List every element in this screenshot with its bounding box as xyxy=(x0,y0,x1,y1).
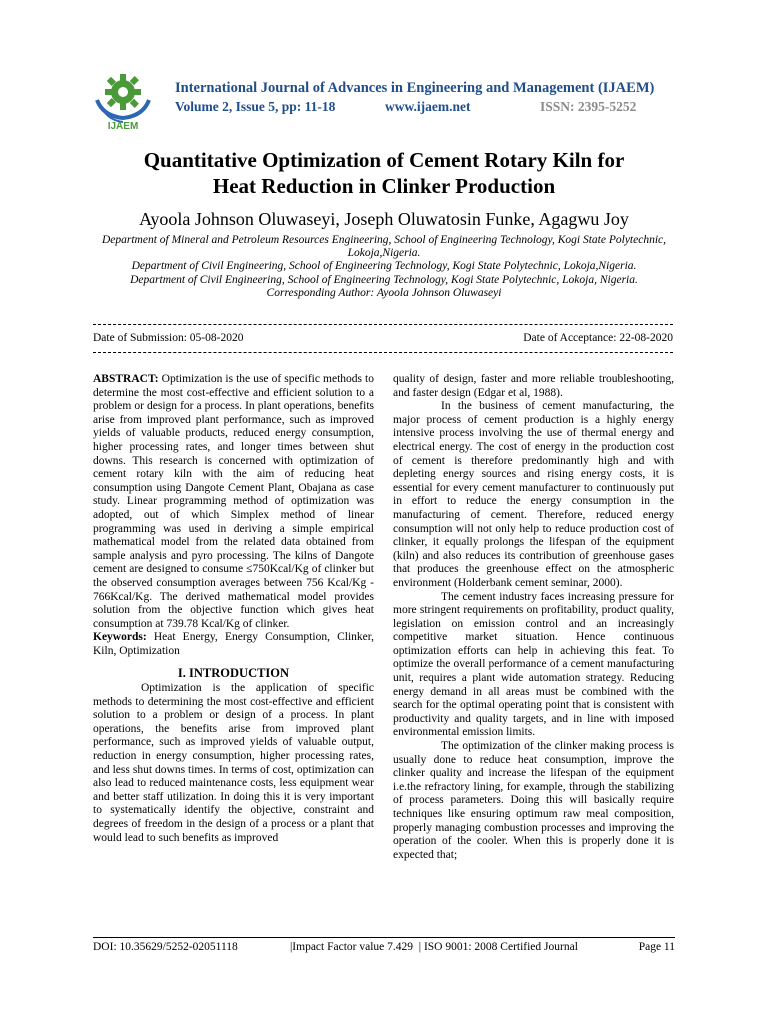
right-paragraph-4: The optimization of the clinker making process is usually done to reduce heat consumption, improve the clinker quality and increase the lifespan of the equipment i.e.the refractory lining, for example, through the stabilizing of process parameters. Doing this will basically require techniques like ensuring optimum raw meal composition, properly managing combustion processes and improving the operation of the cooler. When this is properly done it is expected that; xyxy=(393,740,674,861)
iso-certification: | ISO 9001: 2008 Certified Journal xyxy=(418,941,578,953)
corresponding-author: Corresponding Author: Ayoola Johnson Oluwaseyi xyxy=(266,286,502,299)
impact-factor: |Impact Factor value 7.429 xyxy=(290,941,414,953)
keywords-paragraph xyxy=(93,631,374,658)
journal-name: International Journal of Advances in Engineering and Management (IJAEM) xyxy=(175,80,655,96)
right-paragraph-1: quality of design, faster and more reliable troubleshooting, and faster design (Edgar et al, 1988). xyxy=(393,373,674,399)
keywords-label: Keywords: xyxy=(93,631,147,644)
left-column xyxy=(93,373,374,845)
affiliation-2: Department of Civil Engineering, School of Engineering Technology, Kogi State Polytechnic, Lokoja,Nigeria. xyxy=(131,260,637,273)
doi-link[interactable]: DOI: 10.35629/5252-02051118 xyxy=(93,941,238,953)
date-of-acceptance: Date of Acceptance: 22-08-2020 xyxy=(523,332,673,344)
paper-title xyxy=(60,147,708,199)
logo-text: IJAEM xyxy=(107,121,139,130)
abstract-label: ABSTRACT: xyxy=(93,373,159,385)
title-line-1: Quantitative Optimization of Cement Rotary Kiln for xyxy=(143,148,625,172)
date-of-submission: Date of Submission: 05-08-2020 xyxy=(93,332,244,344)
dashed-divider-bottom xyxy=(93,352,673,353)
section-heading-introduction: I. INTRODUCTION xyxy=(177,666,290,681)
page-number: Page 11 xyxy=(638,941,675,953)
issn-label: ISSN: 2395-5252 xyxy=(540,99,637,114)
footer-impact-iso xyxy=(290,941,578,953)
footer-divider xyxy=(93,937,675,938)
journal-website-link[interactable]: www.ijaem.net xyxy=(385,99,471,114)
abstract-paragraph xyxy=(93,373,374,631)
abstract-text: Optimization is the use of specific methods to determine the most cost-effective and efficient solution to a problem or design for a process. In plant operations, benefits arise from improved plant performance, such as improved yields of valuable products, reduced energy consumption, higher processing rates, and longer times between shut downs. This research is concerned with optimization of cement rotary kiln with the aim of reducing heat consumption using Dangote Cement Plant, Obajana as case study. Linear programming method of optimization was adopted, out of which Simplex method of linear programming was used in deriving a simple empirical mathematical model from the related data obtained from sample analysis and pyro processing. The kilns of Dangote cement are designed to consume ≤750Kcal/Kg of clinker but the observed consumption averages between 756 Kcal/Kg - 766Kcal/Kg. The derived mathematical model provides solution from the objective function which gives heat consumption at 739.78 Kcal/Kg of clinker. xyxy=(93,373,374,630)
intro-paragraph: Optimization is the application of specific methods to determining the most cost-effective and efficient solution to a problem or design of a process. In plant operations, the benefits arise from improved plant performance, such as improved yields of valuable output, reduction in energy consumption, higher processing rates, and less shut downs times. In terms of cost, optimization can also lead to reduced maintenance costs, less equipment wear and better staff utilization. In doing this it is very important to systematically identify the objective, constraint and degrees of freedom in the design of a process or a plant that would lead to such benefits as improved xyxy=(93,682,374,844)
right-column xyxy=(393,373,674,862)
affiliation-1: Department of Mineral and Petroleum Resources Engineering, School of Engineering Technology, Kogi State Polytechnic, Lokoja,Nigeria. xyxy=(101,234,667,260)
affiliations xyxy=(80,234,688,300)
right-paragraph-2: In the business of cement manufacturing, the major process of cement production is a highly energy intensive process involving the use of thermal energy and electrical energy. The cost of energy in the production cost of cement is therefore predominantly high and with depleting energy sources and rising energy costs, it is essential for every cement manufacturer to continuously put in effort to reduce the energy consumption in the manufacturing of cement. Therefore, reduced energy consumption will not only help to reduce production cost of clinker, it equally prolongs the lifespan of the equipment (kiln) and also reduces its contribution of greenhouse gases that produces the greenhouse effect on the atmospheric environment (Holderbank cement seminar, 2000). xyxy=(393,400,674,589)
affiliation-3: Department of Civil Engineering, School of Engineering Technology, Kogi State Polytechnic, Lokoja, Nigeria. xyxy=(130,273,638,286)
title-line-2: Heat Reduction in Clinker Production xyxy=(212,174,556,198)
ijaem-logo-icon xyxy=(93,70,153,130)
author-list: Ayoola Johnson Oluwaseyi, Joseph Oluwatosin Funke, Agagwu Joy xyxy=(139,209,629,229)
dashed-divider-top xyxy=(93,324,673,325)
keywords-text: Heat Energy, Energy Consumption, Clinker, Kiln, Optimization xyxy=(93,631,374,657)
right-paragraph-3: The cement industry faces increasing pressure for more stringent requirements on profitability, product quality, legislation on emission control and an increasingly competitive market situation. Hence continuous optimization efforts can help in achieving this feat. To optimize the overall performance of a cement manufacturing unit, requires a plant wide automation strategy. Reducing energy demand in all areas must be combined with the search for the optimal operating point that is consistent with productivity and quality targets, and in line with imposed environmental emission limits. xyxy=(393,590,674,739)
volume-info: Volume 2, Issue 5, pp: 11-18 xyxy=(175,99,336,114)
